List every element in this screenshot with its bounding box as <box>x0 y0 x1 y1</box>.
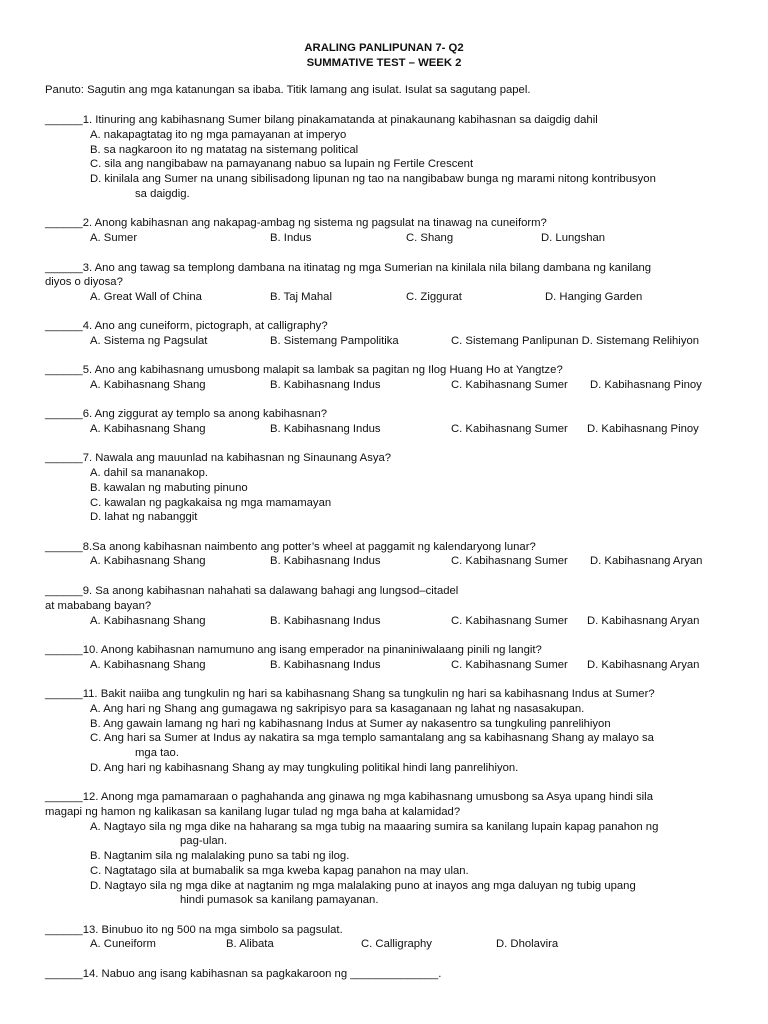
question-7-option-b: B. kawalan ng mabuting pinuno <box>90 482 248 494</box>
question-5-option-b: B. Kabihasnang Indus <box>270 379 381 391</box>
question-9-stem-cont: at mababang bayan? <box>45 600 152 612</box>
question-7-stem: ______7. Nawala ang mauunlad na kabihasnan ng Sinaunang Asya? <box>45 452 392 464</box>
question-8-stem: ______8.Sa anong kabihasnan naimbento ang potter’s wheel at paggamit ng kalendaryong lunar? <box>45 541 536 553</box>
question-3-option-a: A. Great Wall of China <box>90 291 202 303</box>
question-11-option-d: D. Ang hari ng kabihasnang Shang ay may tungkuling politikal hindi lang panrelihiyon. <box>90 762 519 774</box>
question-2-option-b: B. Indus <box>270 232 312 244</box>
question-8-option-a: A. Kabihasnang Shang <box>90 555 206 567</box>
question-10-option-c: C. Kabihasnang Sumer <box>451 659 568 671</box>
question-2-option-c: C. Shang <box>406 232 454 244</box>
question-10-stem: ______10. Anong kabihasnan namumuno ang isang emperador na pinaniniwalaang pinili ng langit? <box>45 644 542 656</box>
document-title: ARALING PANLIPUNAN 7- Q2 <box>304 42 464 54</box>
question-7-option-d: D. lahat ng nabanggit <box>90 511 198 523</box>
question-7-option-a: A. dahil sa mananakop. <box>90 467 209 479</box>
question-9-option-b: B. Kabihasnang Indus <box>270 615 381 627</box>
question-2-option-d: D. Lungshan <box>541 232 606 244</box>
question-1-option-a: A. nakapagtatag ito ng mga pamayanan at imperyo <box>90 129 347 141</box>
question-4-option-a: A. Sistema ng Pagsulat <box>90 335 208 347</box>
question-12-option-c: C. Nagtatago sila at bumabalik sa mga kweba kapag panahon na may ulan. <box>90 865 469 877</box>
question-9-option-a: A. Kabihasnang Shang <box>90 615 206 627</box>
question-8-option-d: D. Kabihasnang Aryan <box>590 555 703 567</box>
question-9-option-d: D. Kabihasnang Aryan <box>587 615 700 627</box>
question-1-option-b: B. sa nagkaroon ito ng matatag na sistemang political <box>90 144 359 156</box>
question-5-stem: ______5. Ano ang kabihasnang umusbong malapit sa lambak sa pagitan ng Ilog Huang Ho at Yangtze? <box>45 364 563 376</box>
question-8-option-b: B. Kabihasnang Indus <box>270 555 381 567</box>
question-3-option-b: B. Taj Mahal <box>270 291 332 303</box>
question-9-option-c: C. Kabihasnang Sumer <box>451 615 568 627</box>
question-3-stem: ______3. Ano ang tawag sa templong dambana na itinatag ng mga Sumerian na kinilala nila bilang dambana ng kanilang <box>45 262 652 274</box>
question-1-stem: ______1. Itinuring ang kabihasnang Sumer bilang pinakamatanda at pinakaunang kabihasnan sa daigdig dahil <box>45 114 598 126</box>
question-9-stem: ______9. Sa anong kabihasnan nahahati sa dalawang bahagi ang lungsod–citadel <box>45 585 459 597</box>
question-5-option-a: A. Kabihasnang Shang <box>90 379 206 391</box>
question-13-option-a: A. Cuneiform <box>90 938 156 950</box>
question-13-option-b: B. Alibata <box>226 938 274 950</box>
question-11-option-b: B. Ang gawain lamang ng hari ng kabihasnang Indus at Sumer ay nakasentro sa tungkuling panrelihiyon <box>90 718 611 730</box>
question-11-stem: ______11. Bakit naiiba ang tungkulin ng hari sa kabihasnang Shang sa tungkulin ng hari sa kabihasnang Indus at Sumer? <box>45 688 655 700</box>
question-12-option-d-cont: hindi pumasok sa kanilang pamayanan. <box>180 894 379 906</box>
question-12-stem-cont: magapi ng hamon ng kalikasan sa kanilang lugar tulad ng mga baha at kalamidad? <box>45 806 461 818</box>
question-6-option-a: A. Kabihasnang Shang <box>90 423 206 435</box>
document-subtitle: SUMMATIVE TEST – WEEK 2 <box>306 57 462 69</box>
question-12-option-d: D. Nagtayo sila ng mga dike at nagtanim ng mga malalaking puno at inayos ang mga daluyan ng tubig upang <box>90 880 636 892</box>
question-5-option-c: C. Kabihasnang Sumer <box>451 379 568 391</box>
question-13-option-d: D. Dholavira <box>496 938 559 950</box>
question-6-stem: ______6. Ang ziggurat ay templo sa anong kabihasnan? <box>45 408 328 420</box>
question-4-option-b: B. Sistemang Pampolitika <box>270 335 399 347</box>
question-7-option-c: C. kawalan ng pagkakaisa ng mga mamamayan <box>90 497 332 509</box>
question-11-option-a: A. Ang hari ng Shang ang gumagawa ng sakripisyo para sa kasaganaan ng lahat ng nasasakupan. <box>90 703 585 715</box>
question-5-option-d: D. Kabihasnang Pinoy <box>590 379 702 391</box>
question-14-stem: ______14. Nabuo ang isang kabihasnan sa pagkakaroon ng ______________. <box>45 968 442 980</box>
question-11-option-c-cont: mga tao. <box>135 747 179 759</box>
question-13-option-c: C. Calligraphy <box>361 938 432 950</box>
question-1-option-c: C. sila ang nangibabaw na pamayanang nabuo sa lupain ng Fertile Crescent <box>90 158 474 170</box>
question-3-option-c: C. Ziggurat <box>406 291 462 303</box>
question-10-option-b: B. Kabihasnang Indus <box>270 659 381 671</box>
question-4-option-c: C. Sistemang Panlipunan D. Sistemang Relihiyon <box>451 335 700 347</box>
question-2-stem: ______2. Anong kabihasnan ang nakapag-ambag ng sistema ng pagsulat na tinawag na cuneiform? <box>45 217 547 229</box>
question-10-option-a: A. Kabihasnang Shang <box>90 659 206 671</box>
question-4-stem: ______4. Ano ang cuneiform, pictograph, at calligraphy? <box>45 320 328 332</box>
question-11-option-c: C. Ang hari sa Sumer at Indus ay nakatira sa mga templo samantalang ang sa kabihasnang Shang ay malayo sa <box>90 732 654 744</box>
question-12-stem: ______12. Anong mga pamamaraan o paghahanda ang ginawa ng mga kabihasnang umusbong sa Asya upang hindi sila <box>45 791 653 803</box>
question-8-option-c: C. Kabihasnang Sumer <box>451 555 568 567</box>
question-1-option-d: D. kinilala ang Sumer na unang sibilisadong lipunan ng tao na nangibabaw bunga ng marami nitong kontribusyon <box>90 173 656 185</box>
question-10-option-d: D. Kabihasnang Aryan <box>587 659 700 671</box>
question-3-option-d: D. Hanging Garden <box>545 291 643 303</box>
question-6-option-b: B. Kabihasnang Indus <box>270 423 381 435</box>
question-12-option-a: A. Nagtayo sila ng mga dike na haharang sa mga tubig na maaaring sumira sa kanilang lupain kapag panahon ng <box>90 821 659 833</box>
question-1-option-d-cont: sa daigdig. <box>135 188 190 200</box>
question-12-option-b: B. Nagtanim sila ng malalaking puno sa tabi ng ilog. <box>90 850 350 862</box>
question-6-option-c: C. Kabihasnang Sumer <box>451 423 568 435</box>
question-3-stem-cont: diyos o diyosa? <box>45 276 123 288</box>
question-12-option-a-cont: pag-ulan. <box>180 835 228 847</box>
question-13-stem: ______13. Binubuo ito ng 500 na mga simbolo sa pagsulat. <box>45 924 343 936</box>
question-2-option-a: A. Sumer <box>90 232 138 244</box>
instructions: Panuto: Sagutin ang mga katanungan sa ibaba. Titik lamang ang isulat. Isulat sa sagutang papel. <box>45 84 531 96</box>
question-6-option-d: D. Kabihasnang Pinoy <box>587 423 699 435</box>
